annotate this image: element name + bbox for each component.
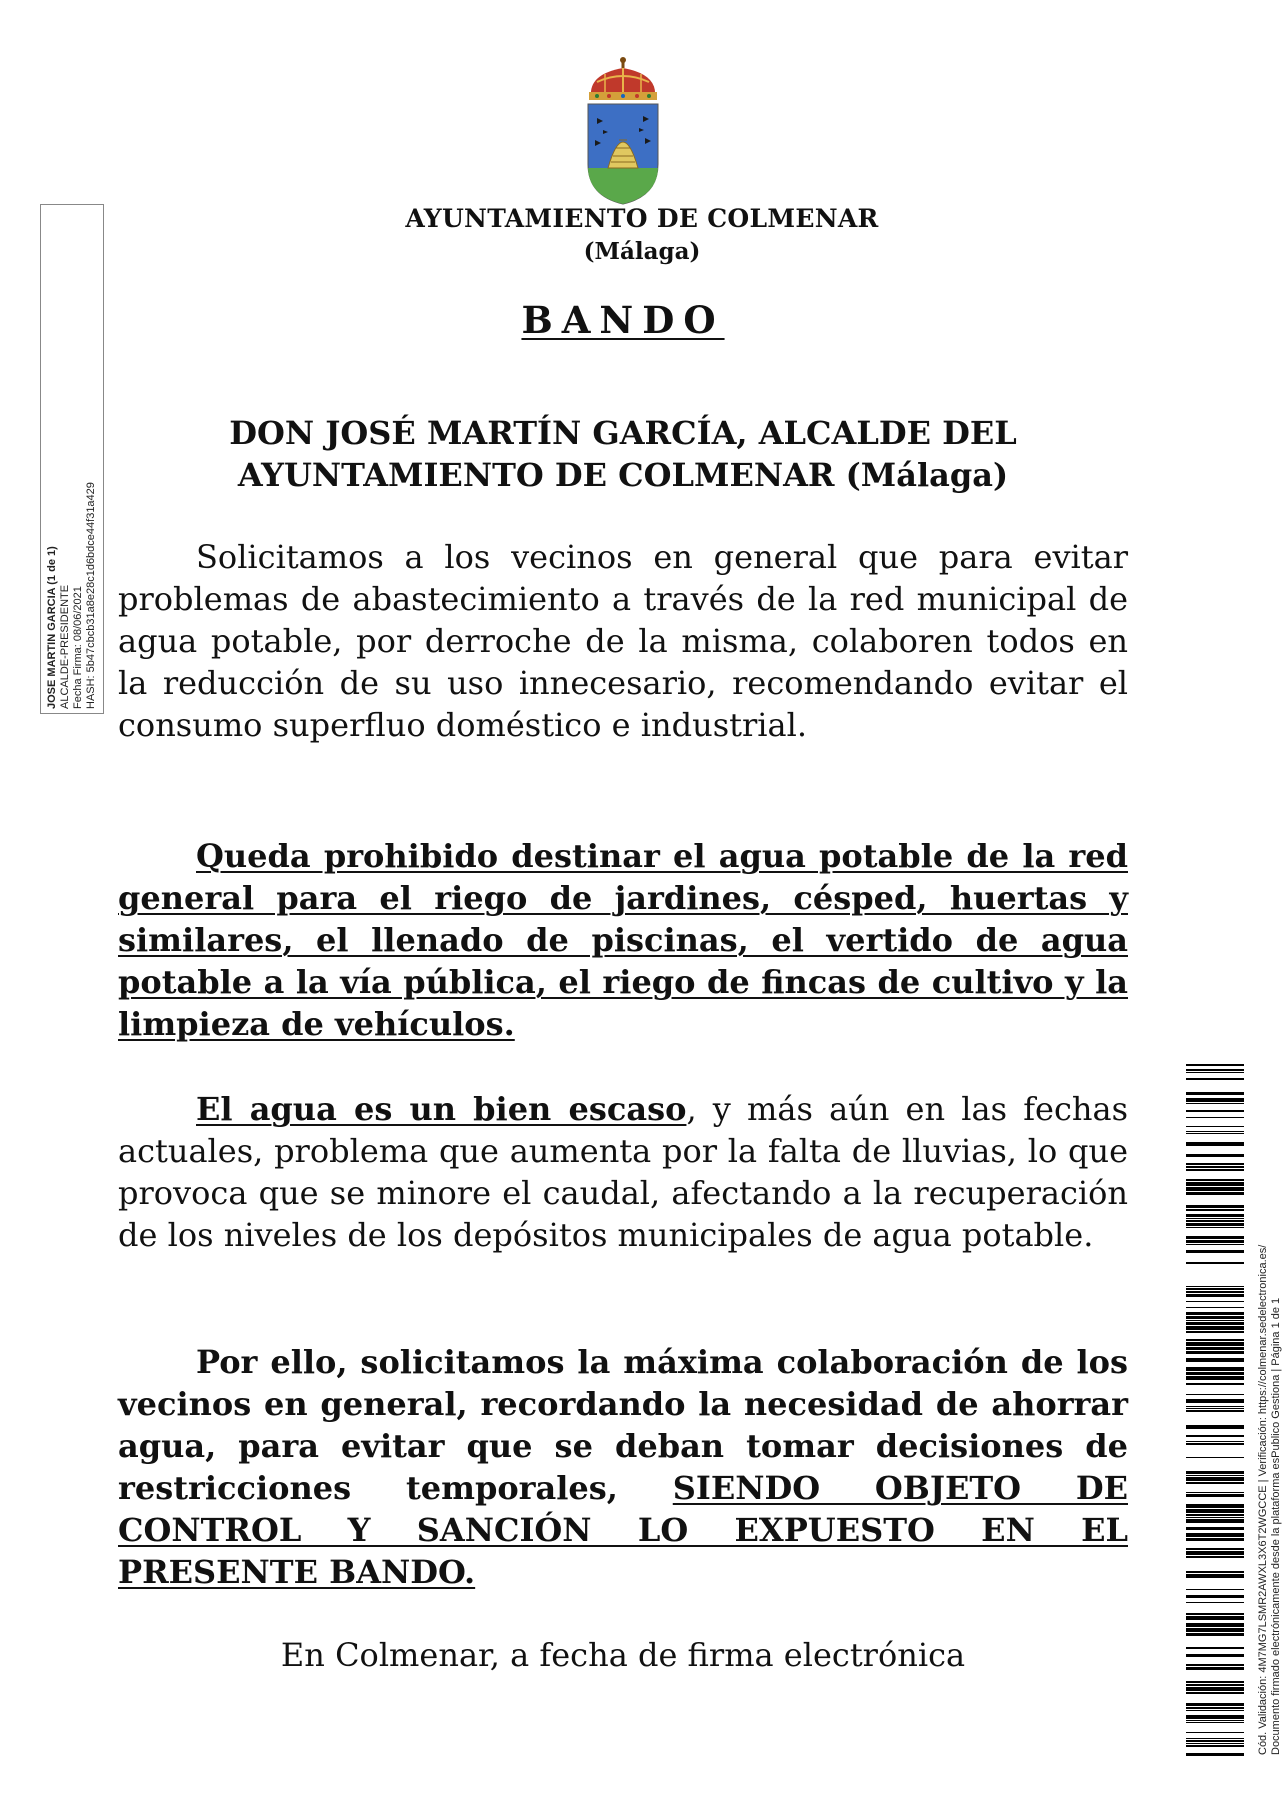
- issuer-line-1: DON JOSÉ MARTÍN GARCÍA, ALCALDE DEL: [229, 414, 1017, 452]
- paragraph-scarcity: El agua es un bien escaso, y más aún en las fechas actuales, problema que aumenta por la falta de lluvias, lo que provoca que se minore el caudal, afectando a la recuperación de los niveles de los depósitos municipales de agua potable.: [118, 1090, 1129, 1254]
- paragraph-prohibition: Queda prohibido destinar el agua potable de la red general para el riego de jardines, césped, huertas y similares, el llenado de piscinas, el vertido de agua potable a la vía pública, el riego de fincas de cultivo y la limpieza de vehículos.: [118, 837, 1128, 1043]
- paragraph-collaboration: Por ello, solicitamos la máxima colaboración de los vecinos en general, recordando la necesidad de ahorrar agua, para evitar que se deban tomar decisiones de restricciones temporales, SIENDO OBJETO DE CONTROL Y SANCIÓN LO EXPUESTO EN EL PRESENTE BANDO.: [118, 1343, 1128, 1591]
- province-name: (Málaga): [583, 238, 701, 265]
- scarcity-emphasis: El agua es un bien escaso: [196, 1090, 687, 1128]
- municipal-crest-icon: [583, 56, 663, 206]
- issuer-heading: [118, 412, 1128, 496]
- issuer-line-2: AYUNTAMIENTO DE COLMENAR (Málaga): [237, 456, 1009, 494]
- sanction-warning: SIENDO OBJETO DE CONTROL Y SANCIÓN LO EXPUESTO EN EL PRESENTE BANDO.: [118, 1469, 1128, 1591]
- closing-line: En Colmenar, a fecha de firma electrónica: [280, 1636, 966, 1674]
- barcode-icon: [1186, 1064, 1244, 1756]
- verification-text: [1255, 1064, 1284, 1756]
- signature-stamp: [40, 204, 104, 714]
- paragraph-request: Solicitamos a los vecinos en general que para evitar problemas de abastecimiento a través de la red municipal de agua potable, por derroche de la misma, colaboren todos en la reducción de su uso innecesario, recomendando evitar el consumo superfluo doméstico e industrial.: [118, 538, 1128, 744]
- verification-line-1: Cód. Validación: 4M7MG7LSMR2AWXL3X6T2WGCCE | Verificación: https://colmenar.sedelectronica.es/: [1257, 1244, 1269, 1755]
- signature-date: Fecha Firma: 08/06/2021: [72, 586, 84, 709]
- verification-line-2: Documento firmado electrónicamente desde la plataforma esPublico Gestiona | Página 1 de 1: [1270, 1297, 1282, 1755]
- document-title: BANDO: [521, 298, 725, 342]
- signer-role: ALCALDE-PRESIDENTE: [59, 584, 71, 709]
- signer-name: JOSE MARTIN GARCIA (1 de 1): [46, 546, 58, 709]
- organization-name: AYUNTAMIENTO DE COLMENAR: [405, 204, 879, 233]
- signature-hash: HASH: 5b47cbcb31a8e28c1d6bdce44f31a429: [85, 482, 97, 709]
